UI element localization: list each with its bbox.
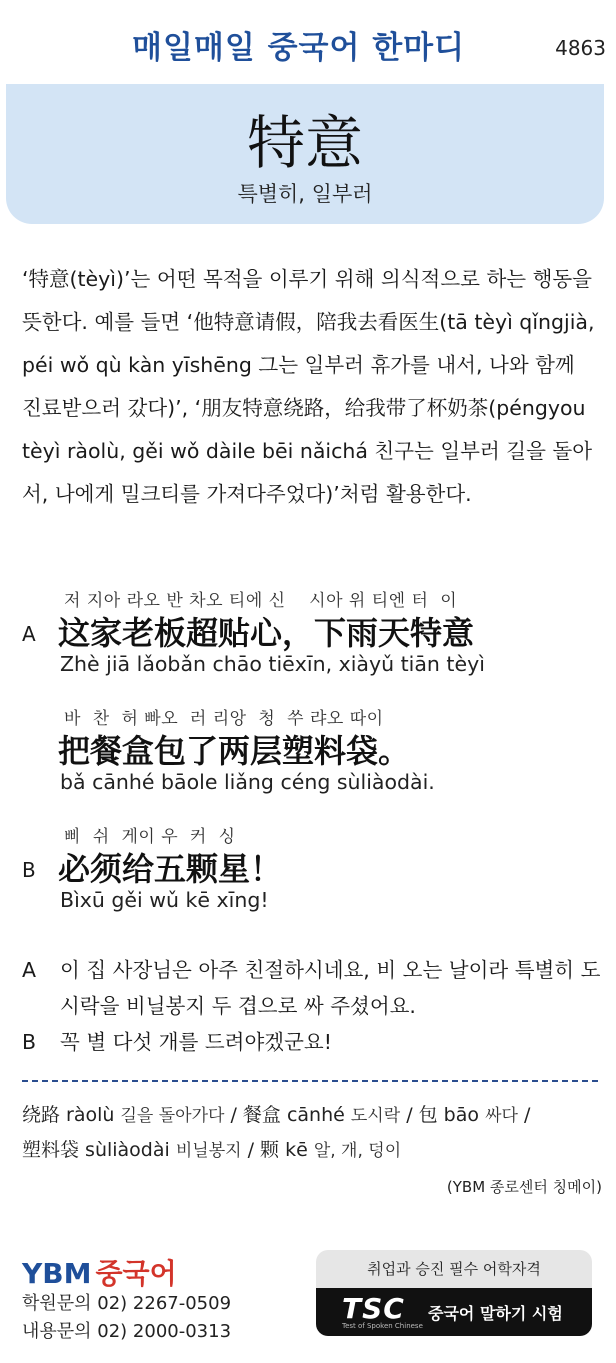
vocab-gloss: 비닐봉지 [175,1141,242,1161]
author-credit: (YBM 종로센터 칭메이) [446,1178,602,1196]
pinyin: Zhè jiā lǎobǎn chāo tiēxīn, xiàyǔ tiān tèyì [60,652,485,676]
vocab-word: 餐盒 cānhé [242,1104,345,1126]
speaker-label: A [22,622,36,646]
dialog [22,582,602,936]
speaker-label: B [22,1030,37,1054]
translation-text: 이 집 사장님은 아주 친절하시네요, 비 오는 날이라 특별히 도시락을 비닐봉지 두 겹으로 싸 주셨어요. [60,958,601,1018]
word-meaning: 특별히, 일부러 [237,182,373,206]
dialog-line [22,700,602,818]
tsc-banner [316,1250,592,1336]
brand-latin: YBM [22,1257,92,1290]
chinese-text: 把餐盒包了两层塑料袋。 [58,732,411,770]
vocab-word: 颗 kē [260,1139,308,1161]
korean-reading: 저 지아 라오 반 차오 티에 신 시아 위 티엔 터 이 [64,591,458,611]
tsc-name: 중국어 말하기 시험 [428,1304,563,1323]
chinese-sentence [58,844,282,890]
korean-reading: 삐 쉬 게이 우 커 싱 [64,827,236,847]
translation-text: 꼭 별 다섯 개를 드려야겠군요! [60,1030,332,1054]
vocab-gloss: 도시락 [350,1106,401,1126]
vocab-gloss: 싸다 [485,1106,518,1126]
chinese-text: 这家老板超贴心，下雨天 [58,614,411,652]
ybm-footer [22,1252,282,1346]
chinese-sentence [58,608,474,654]
speaker-label: A [22,958,37,982]
vocab-word: 塑料袋 sùliàodài [22,1139,170,1161]
header [0,0,616,82]
korean-reading: 바 찬 허 빠오 러 리앙 청 쑤 랴오 따이 [64,709,384,729]
brand-korean: 중국어 [95,1257,177,1290]
word-box [6,84,604,224]
pinyin: Bìxū gěi wǔ kē xīng! [60,888,269,912]
tsc-bar [316,1288,592,1336]
dialog-line [22,582,602,700]
phone-content: 내용문의 02) 2000-0313 [22,1321,232,1342]
explanation-text: ‘特意(tèyì)’는 어떤 목적을 이루기 위해 의식적으로 하는 행동을 뜻한다. 예를 들면 ‘他特意请假，陪我去看医生(tā tèyì qǐngjià, péi wǒ qù kàn yīshēng 그는 일부러 휴가를 내서, 나와 함께 진료받으러 갔다)’, ‘朋友特意绕路，给我带了杯奶茶(péngyou tèyì ràolù, gěi wǒ dàile bēi nǎichá 친구는 일부러 길을 돌아서, 나에게 밀크티를 가져다주었다)’처럼 활용한다. [22,267,595,506]
translation [22,952,602,1060]
vocabulary-list: 绕路 ràolù 길을 돌아가다 / 餐盒 cānhé 도시락 / 包 bāo 싸다 / 塑料袋 sùliàodài 비닐봉지 / 颗 kē 알, 개, 덩이 [22,1104,531,1161]
chinese-text: 必须给五颗星！ [58,850,283,888]
phone-info [22,1290,282,1346]
chinese-highlight: 特意 [410,614,475,652]
speaker-label: B [22,858,36,882]
ybm-logo [22,1252,282,1290]
vocab-gloss: 알, 개, 덩이 [313,1141,402,1161]
translation-row [22,1024,602,1060]
pinyin: bǎ cānhé bāole liǎng céng sùliàodài. [60,770,435,794]
chinese-sentence [58,726,410,772]
series-title: 매일매일 중국어 한마디 [132,30,466,66]
vocab-word: 绕路 ràolù [22,1104,115,1126]
tsc-tagline: 취업과 승진 필수 어학자격 [316,1250,592,1288]
phone-academy: 학원문의 02) 2267-0509 [22,1293,232,1314]
vocab-word: 包 bāo [418,1104,480,1126]
tsc-logo: TSC [342,1292,405,1325]
issue-number: 4863 [555,36,606,60]
dialog-line [22,818,602,936]
tsc-subtitle: Test of Spoken Chinese [342,1322,423,1330]
translation-row [22,952,602,1024]
dashed-divider [22,1080,598,1082]
vocab-gloss: 길을 돌아가다 [120,1106,225,1126]
word-hanzi: 特意 [246,109,363,177]
